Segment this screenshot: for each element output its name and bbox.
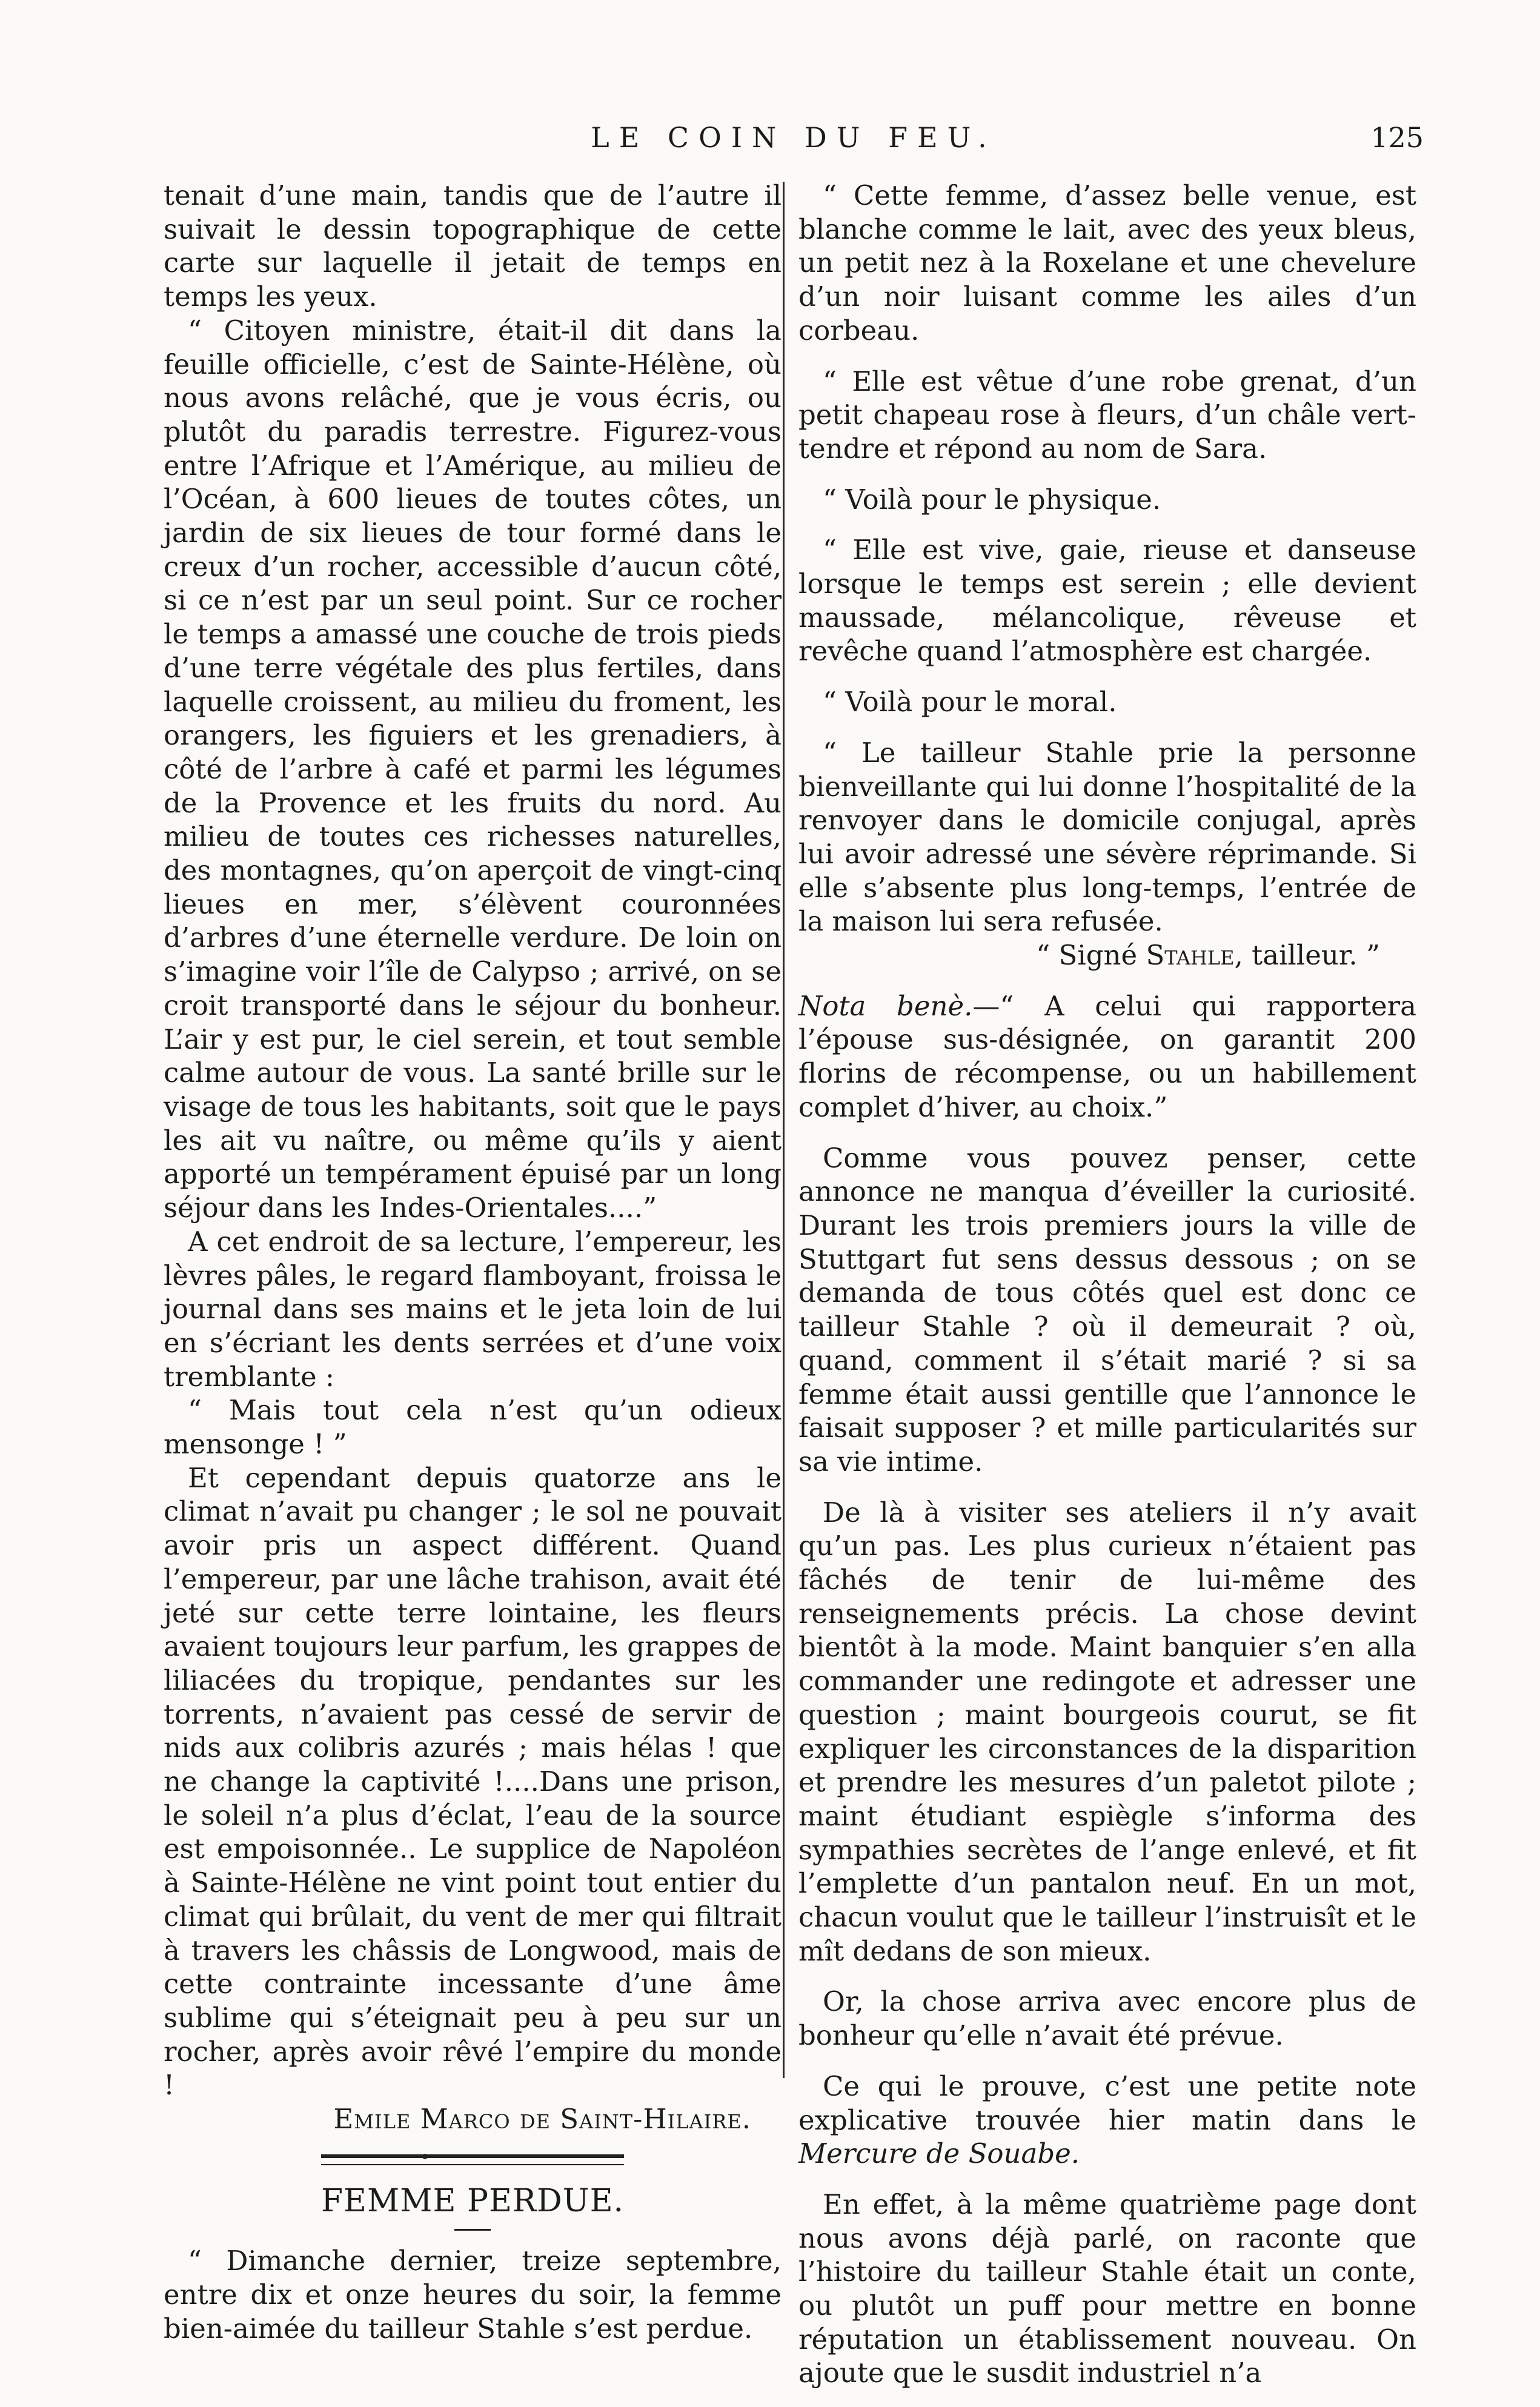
ink-dot [422,2154,428,2159]
paragraph: Et cependant depuis quatorze ans le climat n’avait pu changer ; le sol ne pouvait avoir pris un aspect différent. Quand l’empereur, par une lâche trahison, avait été jeté sur cette terre lointaine, les fleurs avaient toujours leur parfum, les grappes de liliacées du tropique, pendantes sur les torrents, n’avaient pas cessé de servir de nids aux colibris azurés ; mais hélas ! que ne change la captivité !....Dans une prison, le soleil n’a plus d’éclat, l’eau de la source est empoisonnée.. Le supplice de Napoléon à Sainte-Hélène ne vint point tout entier du climat qui brûlait, du vent de mer qui filtrait à travers les châssis de Longwood, mais de cette contrainte incessante d’une âme sublime qui s’éteignait peu à peu sur un rocher, après avoir rêvé l’empire du monde ! [164,1461,782,2102]
signed-prefix: “ Signé [1036,939,1146,972]
paragraph: Or, la chose arriva avec encore plus de bonheur qu’elle n’avait été prévue. [798,1985,1416,2052]
paragraph: “ Mais tout cela n’est qu’un odieux mensonge ! ” [164,1394,782,1461]
paragraph: En effet, à la même quatrième page dont nous avons déjà parlé, on raconte que l’histoire du tailleur Stahle était un conte, ou plutôt un puff pour mettre en bonne réputation un établissement nouveau. On ajoute que le susdit industriel n’a [798,2188,1416,2389]
paragraph: “ Citoyen ministre, était-il dit dans la feuille officielle, c’est de Sainte-Hélène, où nous avons relâché, que je vous écris, ou plutôt du paradis terrestre. Figurez-vous entre l’Afrique et l’Amérique, au milieu de l’Océan, à 600 lieues de toutes côtes, un jardin de six lieues de tour formé dans le creux d’un rocher, accessible d’aucun côté, si ce n’est par un seul point. Sur ce rocher le temps a amassé une couche de trois pieds d’une terre végétale des plus fertiles, dans laquelle croissent, au milieu du froment, les orangers, les figuiers et les grenadiers, à côté de l’arbre à café et parmi les légumes de la Provence et les fruits du nord. Au milieu de toutes ces richesses naturelles, des montagnes, qu’on aperçoit de vingt-cinq lieues en mer, s’élèvent couronnées d’arbres d’une éternelle verdure. De loin on s’imagine voir l’île de Calypso ; arrivé, on se croit transporté dans le séjour du bonheur. L’air y est pur, le ciel serein, et tout semble calme autour de vous. La santé brille sur le visage de tous les habitants, soit que le pays les ait vu naître, ou même qu’ils y aient apporté un tempérament épuisé par un long séjour dans les Indes-Orientales....” [164,314,782,1224]
journal-title: Mercure de Souabe. [798,2137,1080,2170]
paragraph: “ Voilà pour le moral. [823,686,1117,719]
column-divider [783,182,785,2078]
paragraph: tenait d’une main, tandis que de l’autre il suivait le dessin topographique de cette carte sur laquelle il jetait de temps en temps les yeux. [164,179,782,313]
paragraph: “ Cette femme, d’assez belle venue, est blanche comme le lait, avec des yeux bleus, un petit nez à la Roxelane et une chevelure d’un noir luisant comme les ailes d’un corbeau. [798,179,1416,347]
signed-suffix: , tailleur. ” [1234,939,1380,972]
paragraph: “ Dimanche dernier, treize septembre, entre dix et onze heures du soir, la femme bien-aimée du tailleur Stahle s’est perdue. [164,2245,782,2345]
section-title: FEMME PERDUE. [320,2182,625,2219]
paragraph-text: Ce qui le prouve, c’est une petite note explicative trouvée hier matin dans le [798,2070,1416,2136]
nota-bene-paragraph [798,989,1416,1124]
running-title: LE COIN DU FEU. [591,121,997,154]
signed-line [798,938,1416,972]
paragraph: Comme vous pouvez penser, cette annonce ne manqua d’éveiller la curiosité. Durant les trois premiers jours la ville de Stuttgart fut sens dessus dessous ; on se demanda de tous côtés quel est donc ce tailleur Stahle ? où il demeurait ? où, quand, comment il s’était marié ? si sa femme était aussi gentille que l’annonce le faisait supposer ? et mille particularités sur sa vie intime. [798,1141,1416,1478]
page-header [164,121,1424,164]
paragraph: “ Elle est vive, gaie, rieuse et danseuse lorsque le temps est serein ; elle devient maussade, mélancolique, rêveuse et revêche quand l’atmosphère est chargée. [798,534,1416,668]
left-column [164,179,782,2346]
paragraph [798,2070,1416,2171]
signed-name: Stahle [1146,939,1235,972]
nota-label: Nota benè. [798,989,973,1022]
right-column [798,179,1416,2407]
author-signature: Emile Marco de Saint-Hilaire. [333,2103,751,2136]
section-divider [321,2154,624,2165]
paragraph: “ Le tailleur Stahle prie la personne bienveillante qui lui donne l’hospitalité de la renvoyer dans le domicile conjugal, après lui avoir adressé une sévère réprimande. Si elle s’absente plus long-temps, l’entrée de la maison lui sera refusée. [798,736,1416,938]
paragraph: “ Elle est vêtue d’une robe grenat, d’un petit chapeau rose à fleurs, d’un châle vert-tendre et répond au nom de Sara. [798,365,1416,465]
nota-text: —“ A celui qui rapportera l’épouse sus-désignée, on garantit 200 florins de récompense, ou un habillement complet d’hiver, au choix.” [798,989,1417,1123]
paragraph: A cet endroit de sa lecture, l’empereur, les lèvres pâles, le regard flamboyant, froissa le journal dans ses mains et le jeta loin de lui en s’écriant les dents serrées et d’une voix tremblante : [164,1225,782,1393]
paragraph: “ Voilà pour le physique. [823,483,1161,516]
title-rule [454,2229,491,2231]
paragraph: De là à visiter ses ateliers il n’y avait qu’un pas. Les plus curieux n’étaient pas fâchés de tenir de lui-même des renseignements précis. La chose devint bientôt à la mode. Maint banquier s’en alla commander une redingote et adresser une question ; maint bourgeois courut, se fit expliquer les circonstances de la disparition et prendre les mesures d’un paletot pilote ; maint étudiant espiègle s’informa des sympathies secrètes de l’ange enlevé, et fit l’emplette d’un pantalon neuf. En un mot, chacun voulut que le tailleur l’instruisît et le mît dedans de son mieux. [798,1496,1416,1967]
page-number: 125 [1370,121,1424,154]
